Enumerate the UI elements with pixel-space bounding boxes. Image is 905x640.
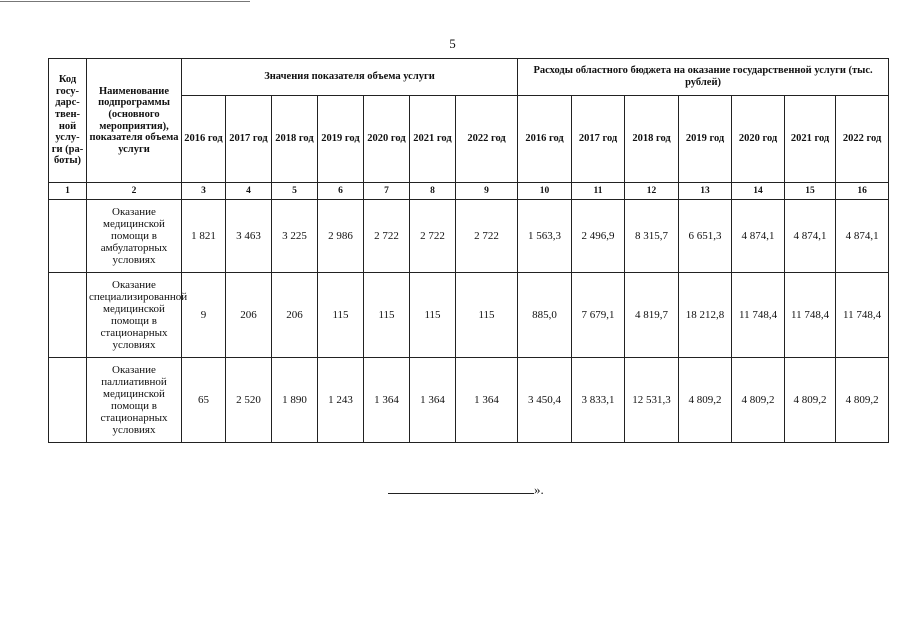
expense-cell: 18 212,8 [679, 273, 732, 358]
column-index: 8 [410, 183, 456, 200]
closing-quote: ». [534, 482, 544, 497]
expense-cell: 3 450,4 [518, 358, 572, 443]
volume-cell: 65 [182, 358, 226, 443]
expense-cell: 3 833,1 [572, 358, 625, 443]
expense-cell: 4 809,2 [785, 358, 836, 443]
header-expense-group: Расходы областного бюджета на оказание государственной услуги (тыс. рублей) [518, 59, 889, 96]
expense-cell: 12 531,3 [625, 358, 679, 443]
column-index: 15 [785, 183, 836, 200]
volume-cell: 1 364 [364, 358, 410, 443]
row-name: Оказание паллиативной медицинской помощи в стационарных условиях [87, 358, 182, 443]
expense-cell: 4 809,2 [836, 358, 889, 443]
column-index: 10 [518, 183, 572, 200]
budget-table [48, 58, 889, 443]
volume-cell: 115 [318, 273, 364, 358]
expense-cell: 7 679,1 [572, 273, 625, 358]
volume-cell: 115 [364, 273, 410, 358]
expense-cell: 4 874,1 [785, 200, 836, 273]
header-volume-year: 2017 год [226, 96, 272, 183]
expense-cell: 11 748,4 [836, 273, 889, 358]
header-volume-year: 2020 год [364, 96, 410, 183]
expense-cell: 1 563,3 [518, 200, 572, 273]
column-index: 9 [456, 183, 518, 200]
column-index: 16 [836, 183, 889, 200]
column-index: 13 [679, 183, 732, 200]
header-expense-year: 2022 год [836, 96, 889, 183]
header-expense-year: 2016 год [518, 96, 572, 183]
volume-cell: 2 520 [226, 358, 272, 443]
expense-cell: 11 748,4 [785, 273, 836, 358]
column-index: 6 [318, 183, 364, 200]
header-volume-year: 2016 год [182, 96, 226, 183]
column-index: 1 [49, 183, 87, 200]
column-index: 7 [364, 183, 410, 200]
row-name: Оказание медицинской помощи в амбулаторных условиях [87, 200, 182, 273]
volume-cell: 206 [272, 273, 318, 358]
volume-cell: 115 [410, 273, 456, 358]
volume-cell: 1 364 [410, 358, 456, 443]
row-code [49, 273, 87, 358]
table-row [49, 200, 889, 273]
volume-cell: 2 722 [410, 200, 456, 273]
volume-cell: 1 243 [318, 358, 364, 443]
header-volume-year: 2018 год [272, 96, 318, 183]
volume-cell: 2 722 [456, 200, 518, 273]
volume-cell: 2 986 [318, 200, 364, 273]
row-code [49, 200, 87, 273]
volume-cell: 1 890 [272, 358, 318, 443]
expense-cell: 11 748,4 [732, 273, 785, 358]
volume-cell: 1 364 [456, 358, 518, 443]
column-index: 11 [572, 183, 625, 200]
expense-cell: 4 819,7 [625, 273, 679, 358]
column-index: 4 [226, 183, 272, 200]
header-volume-group: Значения показателя объема услуги [182, 59, 518, 96]
table-row [49, 358, 889, 443]
expense-cell: 4 809,2 [679, 358, 732, 443]
row-code [49, 358, 87, 443]
volume-cell: 3 463 [226, 200, 272, 273]
volume-cell: 2 722 [364, 200, 410, 273]
header-row-groups [49, 59, 889, 96]
column-index: 14 [732, 183, 785, 200]
header-expense-year: 2019 год [679, 96, 732, 183]
header-expense-year: 2020 год [732, 96, 785, 183]
column-index: 3 [182, 183, 226, 200]
closing-rule [388, 483, 534, 494]
expense-cell: 885,0 [518, 273, 572, 358]
header-volume-year: 2019 год [318, 96, 364, 183]
closing-mark [388, 482, 544, 498]
column-index: 5 [272, 183, 318, 200]
column-index-row [49, 183, 889, 200]
expense-cell: 2 496,9 [572, 200, 625, 273]
volume-cell: 9 [182, 273, 226, 358]
volume-cell: 1 821 [182, 200, 226, 273]
expense-cell: 6 651,3 [679, 200, 732, 273]
header-expense-year: 2017 год [572, 96, 625, 183]
header-volume-year: 2022 год [456, 96, 518, 183]
header-name: Наименование подпрограммы (основного мероприятия), показателя объема услуги [87, 59, 182, 183]
volume-cell: 115 [456, 273, 518, 358]
expense-cell: 4 874,1 [732, 200, 785, 273]
expense-cell: 8 315,7 [625, 200, 679, 273]
expense-cell: 4 809,2 [732, 358, 785, 443]
page-number: 5 [449, 36, 456, 51]
volume-cell: 3 225 [272, 200, 318, 273]
header-expense-year: 2018 год [625, 96, 679, 183]
volume-cell: 206 [226, 273, 272, 358]
row-name: Оказание специализированной медицинской помощи в стационарных условиях [87, 273, 182, 358]
expense-cell: 4 874,1 [836, 200, 889, 273]
column-index: 12 [625, 183, 679, 200]
header-expense-year: 2021 год [785, 96, 836, 183]
table-row [49, 273, 889, 358]
column-index: 2 [87, 183, 182, 200]
header-volume-year: 2021 год [410, 96, 456, 183]
header-code: Код госу-дарс-твен-ной услу-ги (ра-боты) [49, 59, 87, 183]
scan-top-line [0, 1, 250, 2]
